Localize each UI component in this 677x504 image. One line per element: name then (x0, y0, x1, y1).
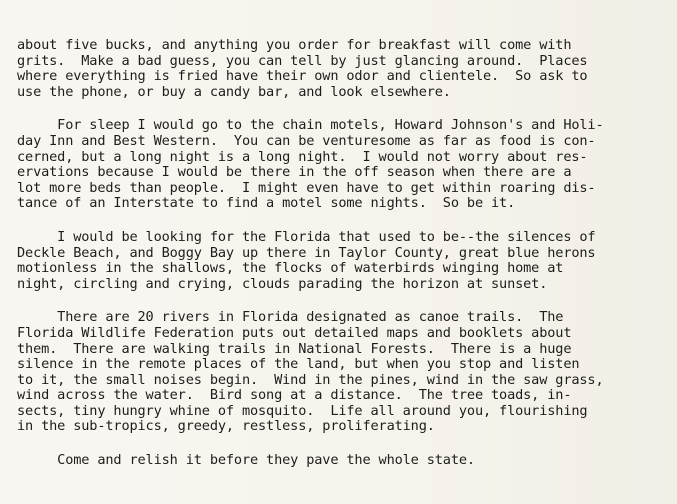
paragraph-closing (17, 453, 667, 469)
text-line: to it, the small noises begin. Wind in the pines, wind in the saw grass, (17, 371, 604, 388)
text-line: There are 20 rivers in Florida designated as canoe trails. The (17, 309, 564, 326)
text-line: Florida Wildlife Federation puts out detailed maps and booklets about (17, 324, 572, 341)
text-line: day Inn and Best Western. You can be venturesome as far as food is con- (17, 132, 596, 149)
text-line: about five bucks, and anything you order for breakfast will come with (17, 37, 572, 53)
paragraph-sleep (17, 118, 667, 212)
text-line: tance of an Interstate to find a motel some nights. So be it. (17, 195, 516, 212)
text-line: Come and relish it before they pave the whole state. (17, 452, 475, 469)
text-line: motionless in the shallows, the flocks of waterbirds winging home at (17, 260, 564, 277)
text-line: wind across the water. Bird song at a distance. The tree toads, in- (17, 387, 572, 404)
text-line: sects, tiny hungry whine of mosquito. Life all around you, flourishing (17, 402, 588, 419)
text-line: where everything is fried have their own odor and clientele. So ask to (17, 68, 588, 85)
paragraph-rivers (17, 310, 667, 435)
text-line: I would be looking for the Florida that used to be--the silences of (17, 228, 596, 245)
text-line: use the phone, or buy a candy bar, and look elsewhere. (17, 83, 451, 100)
paragraph-breakfast (17, 38, 667, 100)
text-line: them. There are walking trails in National Forests. There is a huge (17, 340, 572, 357)
text-line: Deckle Beach, and Boggy Bay up there in Taylor County, great blue herons (17, 244, 596, 261)
text-line: night, circling and crying, clouds parading the horizon at sunset. (17, 275, 548, 292)
document-text (17, 38, 667, 487)
text-line: grits. Make a bad guess, you can tell by just glancing around. Places (17, 52, 588, 69)
text-line: cerned, but a long night is a long night. I would not worry about res- (17, 148, 588, 165)
text-line: in the sub-tropics, greedy, restless, proliferating. (17, 418, 435, 435)
text-line: For sleep I would go to the chain motels, Howard Johnson's and Holi- (17, 117, 604, 134)
text-line: lot more beds than people. I might even have to get within roaring dis- (17, 179, 596, 196)
paragraph-florida (17, 230, 667, 292)
text-line: ervations because I would be there in the off season when there are a (17, 164, 572, 181)
text-line: silence in the remote places of the land, but when you stop and listen (17, 356, 580, 373)
